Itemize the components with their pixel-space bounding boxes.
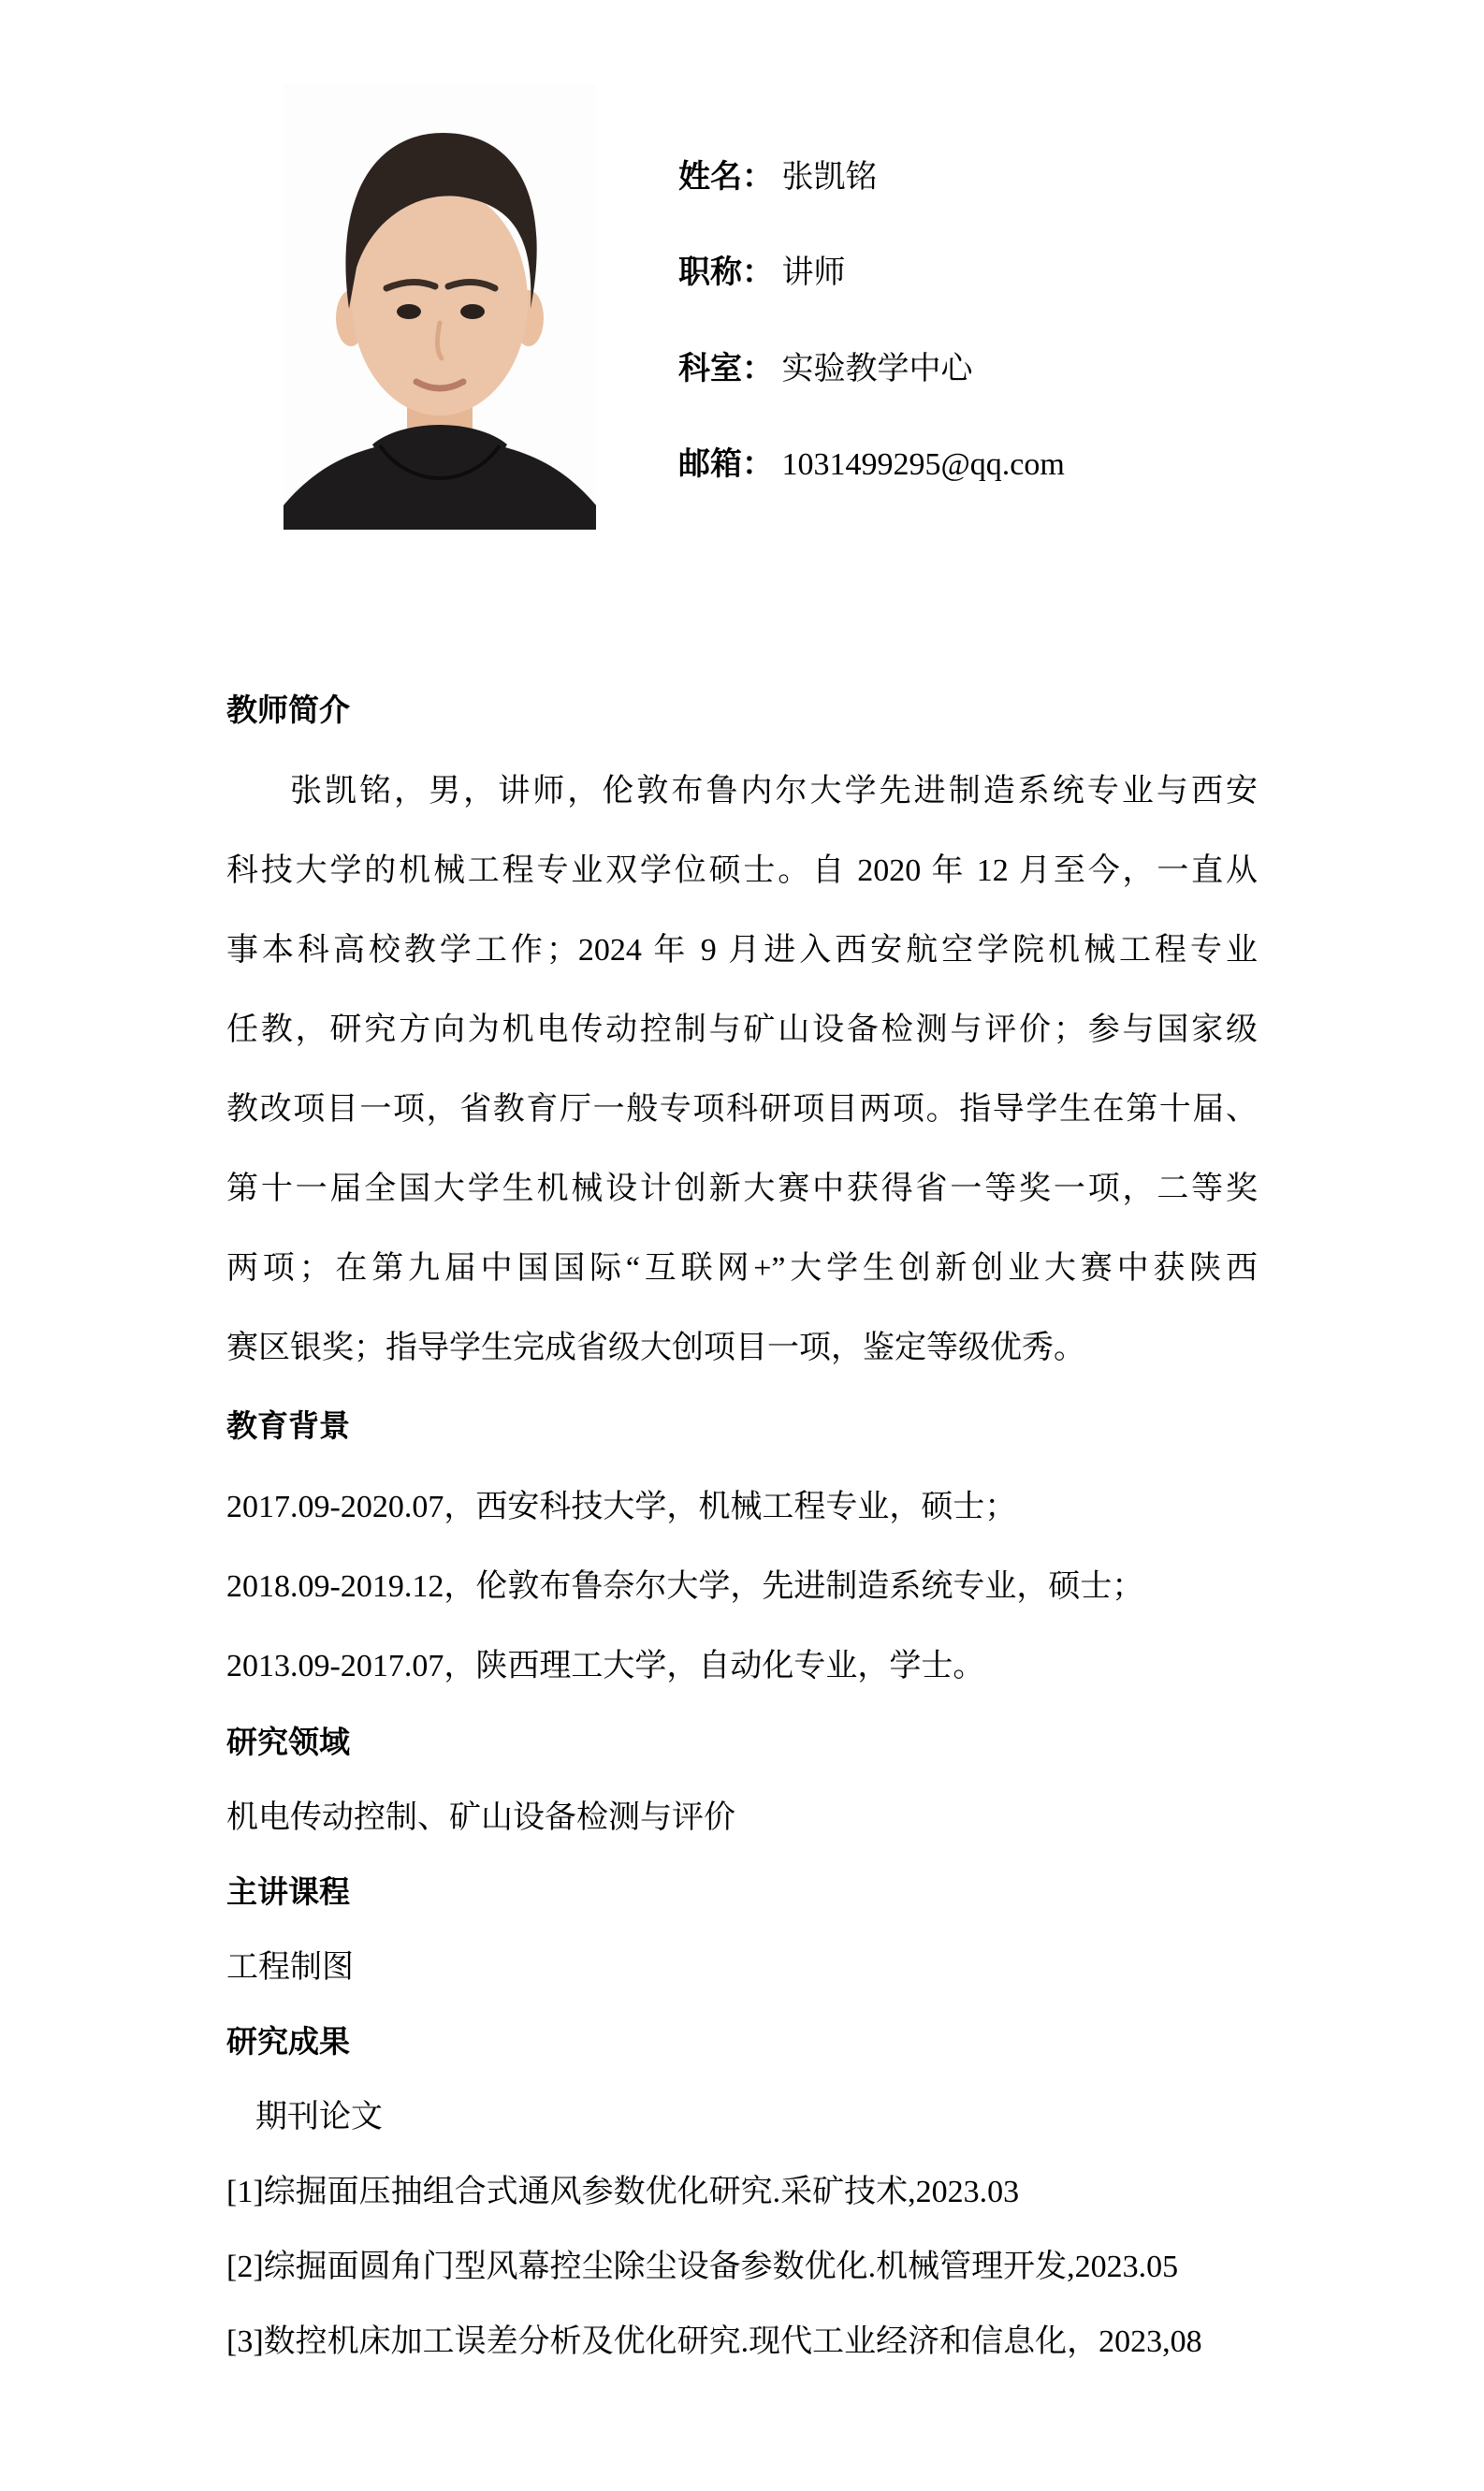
intro-line: 第十一届全国大学生机械设计创新大赛中获得省一等奖一项，二等奖 bbox=[226, 1172, 1258, 1206]
lower-sections bbox=[226, 1706, 1258, 2380]
field-name-value: 张凯铭 bbox=[781, 160, 878, 195]
field-office bbox=[678, 351, 973, 388]
intro-line: 两项；在第九届中国国际“互联网+”大学生创新创业大赛中获陕西 bbox=[226, 1251, 1258, 1286]
section-heading-research-areas: 研究领域 bbox=[226, 1726, 350, 1760]
field-email-label: 邮箱： bbox=[678, 447, 774, 482]
section-heading-achievements: 研究成果 bbox=[226, 2026, 350, 2060]
intro-line: 科技大学的机械工程专业双学位硕士。自 2020 年 12 月至今，一直从 bbox=[226, 853, 1258, 888]
course-line: 工程制图 bbox=[226, 1950, 354, 1985]
publication-line: [2]综掘面圆角门型风幕控尘除尘设备参数优化.机械管理开发,2023.05 bbox=[226, 2250, 1179, 2284]
publication-line: [1]综掘面压抽组合式通风参数优化研究.采矿技术,2023.03 bbox=[226, 2175, 1020, 2209]
field-title-label: 职称： bbox=[678, 255, 774, 290]
field-email bbox=[678, 446, 1065, 484]
education-line: 2017.09-2020.07，西安科技大学，机械工程专业，硕士； bbox=[226, 1490, 1017, 1524]
field-name-label: 姓名： bbox=[678, 160, 774, 195]
education-line: 2013.09-2017.07，陕西理工大学，自动化专业，学士。 bbox=[226, 1649, 985, 1683]
intro-line: 事本科高校教学工作；2024 年 9 月进入西安航空学院机械工程专业 bbox=[226, 933, 1258, 968]
profile-photo bbox=[284, 84, 596, 530]
field-title-value: 讲师 bbox=[781, 255, 846, 290]
intro-line: 任教，研究方向为机电传动控制与矿山设备检测与评价；参与国家级 bbox=[226, 1012, 1258, 1047]
intro-line: 张凯铭，男，讲师，伦敦布鲁内尔大学先进制造系统专业与西安 bbox=[290, 774, 1258, 808]
field-office-value: 实验教学中心 bbox=[781, 352, 973, 386]
journal-papers-subheading: 期刊论文 bbox=[255, 2100, 383, 2134]
field-name bbox=[678, 159, 878, 197]
section-heading-courses: 主讲课程 bbox=[226, 1876, 350, 1910]
person-portrait-graphic bbox=[284, 84, 596, 530]
field-email-value: 1031499295@qq.com bbox=[781, 447, 1065, 482]
intro-line: 教改项目一项，省教育厅一般专项科研项目两项。指导学生在第十届、 bbox=[226, 1092, 1258, 1127]
research-area-line: 机电传动控制、矿山设备检测与评价 bbox=[226, 1800, 735, 1835]
section-heading-education: 教育背景 bbox=[226, 1410, 350, 1444]
publication-line: [3]数控机床加工误差分析及优化研究.现代工业经济和信息化，2023,08 bbox=[226, 2324, 1202, 2359]
field-office-label: 科室： bbox=[678, 352, 774, 386]
document-body bbox=[226, 672, 1258, 2380]
section-heading-intro: 教师简介 bbox=[226, 694, 350, 728]
field-title bbox=[678, 255, 846, 292]
education-line: 2018.09-2019.12，伦敦布鲁奈尔大学，先进制造系统专业，硕士； bbox=[226, 1569, 1144, 1604]
intro-line: 赛区银奖；指导学生完成省级大创项目一项，鉴定等级优秀。 bbox=[226, 1331, 1085, 1365]
